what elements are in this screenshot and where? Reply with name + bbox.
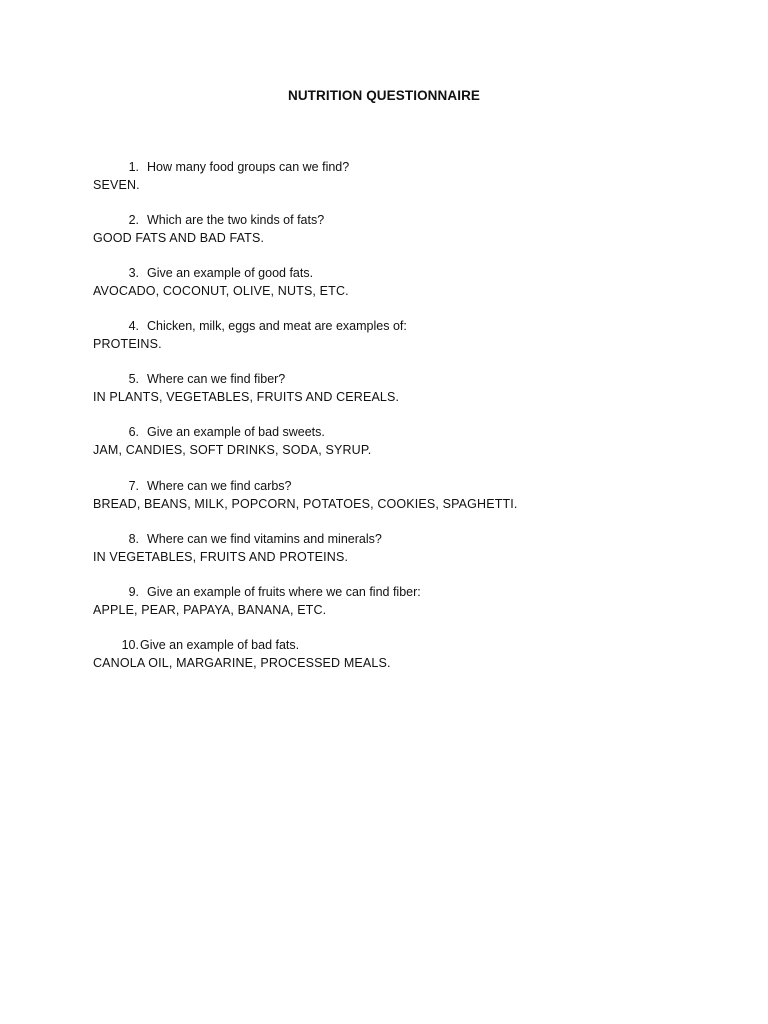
answer-1: SEVEN. [93, 178, 140, 192]
question-text: How many food groups can we find? [147, 160, 350, 174]
question-number: 7. [128, 478, 139, 493]
question-number: 4. [128, 319, 139, 334]
question-text: Where can we find carbs? [147, 478, 292, 493]
question-number: 10. [121, 637, 139, 652]
question-5 [93, 370, 733, 388]
question-text: Chicken, milk, eggs and meat are examples of: [147, 319, 407, 334]
document-title: NUTRITION QUESTIONNAIRE [287, 88, 481, 103]
question-text: Give an example of bad sweets. [147, 425, 325, 440]
qa-item-2 [93, 211, 733, 264]
question-number: 5. [128, 372, 139, 387]
question-4 [93, 317, 733, 335]
answer-7: BREAD, BEANS, MILK, POPCORN, POTATOES, COOKIES, SPAGHETTI. [93, 496, 518, 511]
question-10 [93, 636, 733, 654]
question-text: Give an example of bad fats. [140, 637, 300, 652]
qa-item-4 [93, 317, 733, 370]
qa-item-9 [93, 583, 733, 636]
question-8 [93, 530, 733, 548]
question-number: 1. [128, 160, 139, 174]
question-text: Give an example of good fats. [147, 266, 314, 281]
question-3 [93, 264, 733, 282]
qa-item-1 [93, 158, 733, 211]
qa-item-7 [93, 477, 733, 530]
answer-2: GOOD FATS AND BAD FATS. [93, 231, 265, 246]
qa-item-3 [93, 264, 733, 317]
question-number: 2. [128, 213, 139, 228]
question-number: 6. [128, 425, 139, 440]
question-text: Which are the two kinds of fats? [147, 213, 325, 228]
question-7 [93, 477, 733, 495]
question-1 [93, 158, 733, 176]
question-9 [93, 583, 733, 601]
qa-item-8 [93, 530, 733, 583]
answer-6: JAM, CANDIES, SOFT DRINKS, SODA, SYRUP. [93, 443, 372, 458]
answer-9: APPLE, PEAR, PAPAYA, BANANA, ETC. [93, 602, 327, 617]
question-number: 3. [128, 266, 139, 281]
qa-item-6 [93, 423, 733, 476]
answer-4: PROTEINS. [93, 337, 162, 352]
question-text: Where can we find fiber? [147, 372, 286, 387]
question-2 [93, 211, 733, 229]
qa-list [93, 158, 733, 689]
answer-8: IN VEGETABLES, FRUITS AND PROTEINS. [93, 549, 349, 564]
qa-item-5 [93, 370, 733, 423]
question-number: 8. [128, 531, 139, 546]
answer-10: CANOLA OIL, MARGARINE, PROCESSED MEALS. [93, 655, 391, 670]
question-6 [93, 423, 733, 441]
question-number: 9. [128, 584, 139, 599]
answer-5: IN PLANTS, VEGETABLES, FRUITS AND CEREALS. [93, 390, 400, 405]
qa-item-10 [93, 636, 733, 689]
question-text: Where can we find vitamins and minerals? [147, 531, 382, 546]
answer-3: AVOCADO, COCONUT, OLIVE, NUTS, ETC. [93, 284, 349, 299]
question-text: Give an example of fruits where we can find fiber: [147, 584, 421, 599]
